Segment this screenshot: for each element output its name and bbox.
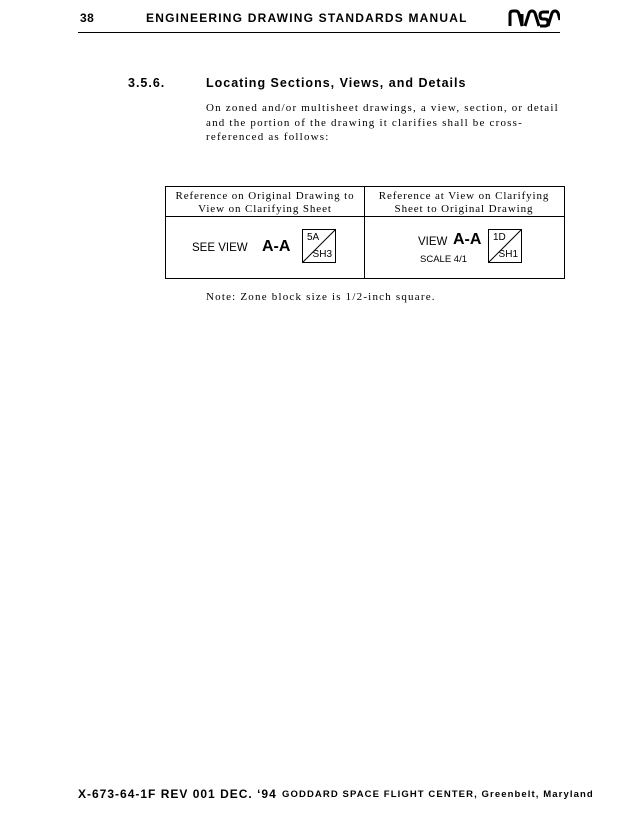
scale-label: SCALE 4/1 (420, 254, 467, 265)
header-divider (166, 216, 564, 217)
section-title: Locating Sections, Views, and Details (206, 76, 467, 90)
zone-note: Note: Zone block size is 1/2-inch square. (206, 291, 436, 303)
column-header-clarifying: Reference at View on Clarifying Sheet to Original Drawing (378, 190, 550, 215)
footer-organization: GODDARD SPACE FLIGHT CENTER, Greenbelt, Maryland (282, 789, 594, 800)
see-view-label: SEE VIEW (192, 242, 248, 254)
manual-title: ENGINEERING DRAWING STANDARDS MANUAL (146, 11, 468, 25)
section-intro: On zoned and/or multisheet drawings, a view, section, or detail and the portion of the drawing it clarifies shall be cross-referenced as follows: (206, 102, 559, 143)
section-number: 3.5.6. (128, 76, 166, 90)
view-label: VIEW (418, 236, 448, 248)
page-number: 38 (80, 11, 95, 25)
zone-right-bottom: SH1 (498, 249, 518, 260)
zone-block-left (302, 229, 336, 263)
zone-left-bottom: SH3 (312, 249, 332, 260)
zone-block-right (488, 229, 522, 263)
left-view-id: A-A (262, 238, 291, 255)
column-header-original: Reference on Original Drawing to View on Clarifying Sheet (175, 190, 355, 215)
cross-reference-table (165, 186, 565, 279)
zone-left-top: 5A (307, 232, 320, 243)
document-id: X-673-64-1F REV 001 DEC. ‘94 (78, 787, 277, 801)
header-rule (78, 32, 560, 33)
right-view-id: A-A (453, 231, 482, 248)
nasa-logo (508, 9, 560, 28)
zone-right-top: 1D (493, 232, 506, 243)
